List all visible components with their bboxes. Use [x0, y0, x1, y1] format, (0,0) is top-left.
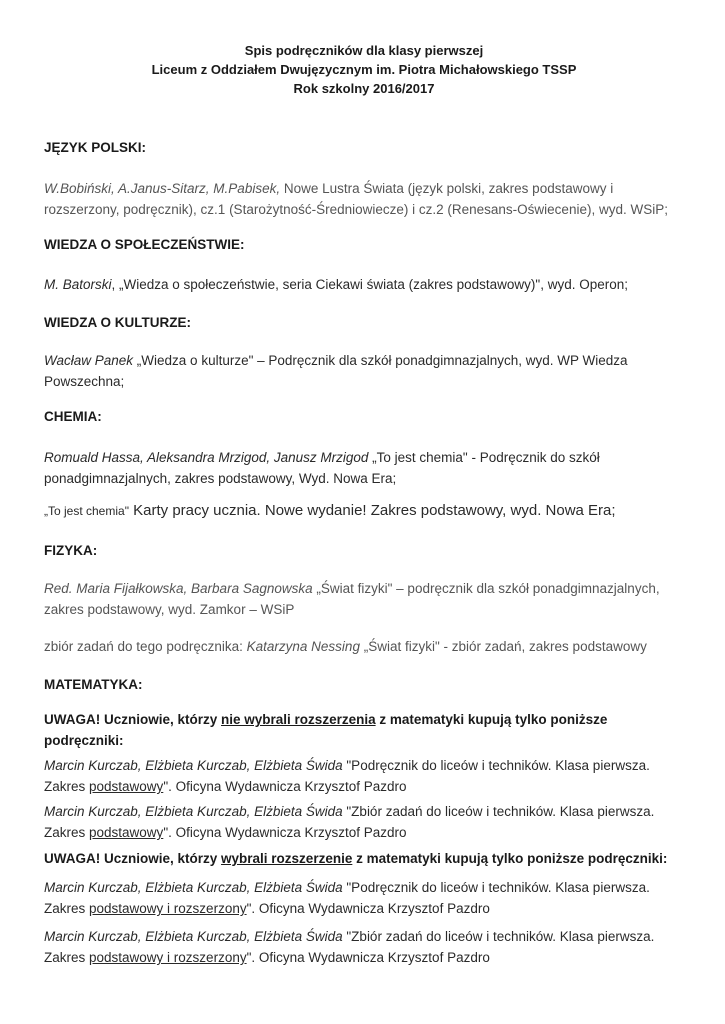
- warning-extension: [44, 848, 684, 869]
- mat-3-end: ". Oficyna Wydawnicza Krzysztof Pazdro: [246, 901, 490, 916]
- authors-polski: W.Bobiński, A.Janus-Sitarz, M.Pabisek,: [44, 181, 281, 196]
- entry-chemia: [44, 447, 684, 489]
- mat-1-end: ". Oficyna Wydawnicza Krzysztof Pazdro: [163, 779, 407, 794]
- chemia-karty-text: Karty pracy ucznia. Nowe wydanie! Zakres podstawowy, wyd. Nowa Era;: [128, 502, 616, 519]
- heading-matematyka: MATEMATYKA:: [44, 677, 143, 692]
- warning2-part-a: UWAGA! Uczniowie, którzy: [44, 851, 222, 866]
- entry-polski: [44, 178, 684, 220]
- mat-4-end: ". Oficyna Wydawnicza Krzysztof Pazdro: [246, 950, 490, 965]
- text-polski: Nowe Lustra Świata (język polski, zakres podstawowy i rozszerzony, podręcznik), cz.1 (Starożytność-Średniowiecze) i cz.2 (Renesans-Oświecenie), wyd. WSiP;: [44, 181, 668, 217]
- warning2-part-b: z matematyki kupują tylko poniższe podręczniki:: [352, 851, 668, 866]
- authors-mat-4: Marcin Kurczab, Elżbieta Kurczab, Elżbieta Świda: [44, 929, 343, 944]
- mat-2-end: ". Oficyna Wydawnicza Krzysztof Pazdro: [163, 825, 407, 840]
- mat-3-underlined: podstawowy i rozszerzony: [89, 901, 247, 916]
- warning-no-extension: [44, 709, 684, 751]
- authors-mat-2: Marcin Kurczab, Elżbieta Kurczab, Elżbieta Świda: [44, 804, 343, 819]
- authors-mat-3: Marcin Kurczab, Elżbieta Kurczab, Elżbieta Świda: [44, 880, 343, 895]
- mat-2-underlined: podstawowy: [89, 825, 164, 840]
- authors-wok: Wacław Panek: [44, 353, 134, 368]
- authors-mat-1: Marcin Kurczab, Elżbieta Kurczab, Elżbieta Świda: [44, 758, 343, 773]
- text-wos: , „Wiedza o społeczeństwie, seria Ciekawi świata (zakres podstawowy)", wyd. Operon;: [111, 277, 629, 292]
- entry-chemia-karty: [44, 500, 684, 522]
- warning2-underlined: wybrali rozszerzenie: [221, 851, 353, 866]
- title-line-1: Spis podręczników dla klasy pierwszej: [244, 43, 484, 58]
- authors-chemia: Romuald Hassa, Aleksandra Mrzigod, Janusz Mrzigod: [44, 450, 369, 465]
- warning1-part-b: z matematyki kupują tylko poniższe podręczniki:: [44, 712, 608, 748]
- authors-fizyka: Red. Maria Fijałkowska, Barbara Sagnowska: [44, 581, 313, 596]
- heading-fizyka: FIZYKA:: [44, 543, 98, 558]
- heading-wok: WIEDZA O KULTURZE:: [44, 315, 191, 330]
- text-chemia: „To jest chemia" - Podręcznik do szkół ponadgimnazjalnych, zakres podstawowy, Wyd. Nowa Era;: [44, 450, 600, 486]
- heading-polski: JĘZYK POLSKI:: [44, 140, 147, 155]
- entry-wok: [44, 350, 684, 392]
- entry-mat-3: [44, 877, 684, 919]
- mat-1-text: "Podręcznik do liceów i techników. Klasa pierwsza. Zakres: [44, 758, 650, 794]
- mat-4-underlined: podstawowy i rozszerzony: [89, 950, 247, 965]
- warning1-underlined: nie wybrali rozszerzenia: [221, 712, 376, 727]
- authors-wos: M. Batorski: [44, 277, 112, 292]
- text-fizyka: „Świat fizyki" – podręcznik dla szkół ponadgimnazjalnych, zakres podstawowy, wyd. Zamkor – WSiP: [44, 581, 660, 617]
- entry-fizyka: [44, 578, 684, 620]
- fizyka-zbior-author: Katarzyna Nessing: [246, 639, 360, 654]
- warning1-part-a: UWAGA! Uczniowie, którzy: [44, 712, 222, 727]
- title-line-3: Rok szkolny 2016/2017: [293, 81, 435, 96]
- title-line-2: Liceum z Oddziałem Dwujęzycznym im. Piotra Michałowskiego TSSP: [151, 62, 577, 77]
- entry-mat-4: [44, 926, 684, 968]
- entry-mat-2: [44, 801, 684, 843]
- entry-fizyka-zbior: [44, 636, 684, 657]
- mat-2-text: "Zbiór zadań do liceów i techników. Klasa pierwsza. Zakres: [44, 804, 655, 840]
- mat-3-text: "Podręcznik do liceów i techników. Klasa pierwsza. Zakres: [44, 880, 650, 916]
- text-wok: „Wiedza o kulturze" – Podręcznik dla szkół ponadgimnazjalnych, wyd. WP Wiedza Powszechna;: [44, 353, 628, 389]
- mat-4-text: "Zbiór zadań do liceów i techników. Klasa pierwsza. Zakres: [44, 929, 655, 965]
- entry-wos: [44, 274, 684, 295]
- entry-mat-1: [44, 755, 684, 797]
- fizyka-zbior-text: „Świat fizyki" - zbiór zadań, zakres podstawowy: [359, 639, 647, 654]
- heading-chemia: CHEMIA:: [44, 409, 102, 424]
- fizyka-zbior-prefix: zbiór zadań do tego podręcznika:: [44, 639, 247, 654]
- document-title: [44, 41, 684, 98]
- heading-wos: WIEDZA O SPOŁECZEŃSTWIE:: [44, 237, 245, 252]
- mat-1-underlined: podstawowy: [89, 779, 164, 794]
- chemia-karty-title: „To jest chemia": [44, 504, 129, 518]
